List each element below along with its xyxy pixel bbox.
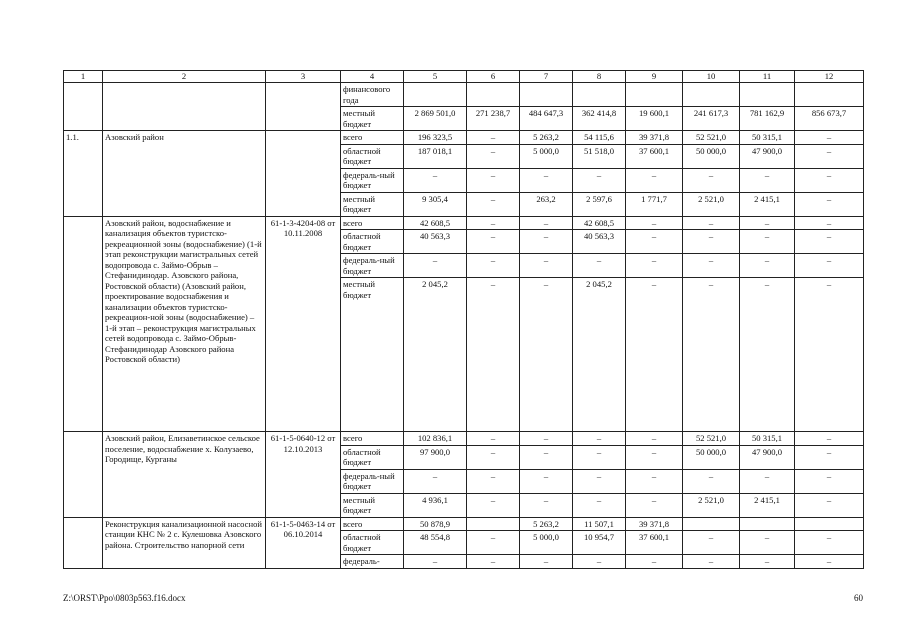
value-cell: – [740,278,795,432]
value-cell: 42 608,5 [573,216,626,230]
value-cell: – [467,254,520,278]
table-row [64,131,864,145]
value-cell [795,517,864,531]
table-row [64,216,864,230]
header-cell: 9 [626,71,683,83]
value-cell: – [626,469,683,493]
value-cell: – [626,278,683,432]
value-cell: – [683,230,740,254]
value-cell: – [626,432,683,446]
value-cell: 47 900,0 [740,144,795,168]
value-cell: 2 521,0 [683,493,740,517]
header-cell: 1 [64,71,103,83]
value-cell: – [740,555,795,569]
value-cell: – [467,432,520,446]
header-cell: 4 [341,71,404,83]
value-cell: – [573,168,626,192]
value-cell: 241 617,3 [683,107,740,131]
value-cell: 856 673,7 [795,107,864,131]
value-cell: 37 600,1 [626,144,683,168]
source-label: всего [341,216,404,230]
source-label: федераль-ный бюджет [341,469,404,493]
value-cell: – [520,469,573,493]
value-cell: 1 771,7 [626,192,683,216]
value-cell: – [520,555,573,569]
value-cell: 5 263,2 [520,131,573,145]
value-cell: – [467,555,520,569]
value-cell: – [573,432,626,446]
value-cell: – [795,254,864,278]
value-cell: – [795,168,864,192]
value-cell: 781 162,9 [740,107,795,131]
source-label: федераль-ный бюджет [341,168,404,192]
source-label: областной бюджет [341,230,404,254]
footer-file-path: Z:\ORST\Ppo\0803p563.f16.docx [63,593,186,603]
source-label: местный бюджет [341,278,404,432]
header-cell: 8 [573,71,626,83]
value-cell: 4 936,1 [404,493,467,517]
value-cell: – [740,254,795,278]
value-cell: – [520,254,573,278]
value-cell: – [520,432,573,446]
value-cell: – [683,216,740,230]
value-cell: – [467,531,520,555]
header-cell: 5 [404,71,467,83]
object-code: 61-1-3-4204-08 от 10.11.2008 [266,216,341,432]
value-cell: 47 900,0 [740,445,795,469]
value-cell: – [626,230,683,254]
value-cell: – [740,216,795,230]
row-number: 1.1. [64,131,103,217]
empty-cell [103,83,266,131]
value-cell [683,517,740,531]
value-cell: 52 521,0 [683,432,740,446]
header-cell: 12 [795,71,864,83]
value-cell: – [573,254,626,278]
value-cell: 2 415,1 [740,192,795,216]
row-number [64,432,103,518]
value-cell: 51 518,0 [573,144,626,168]
value-cell: – [573,469,626,493]
empty-cell [266,83,341,131]
value-cell: – [573,493,626,517]
value-cell: – [520,445,573,469]
value-cell: – [683,168,740,192]
source-label: всего [341,131,404,145]
header-cell: 6 [467,71,520,83]
value-cell: – [795,216,864,230]
object-name: Азовский район, водоснабжение и канализация объектов туристско-рекреационной зоны (водоснабжение) (1-й этап реконструкции магистральных сетей водопровода с. Займо-Обрыв – Стефанидинодар. Азовского района, Ростовской области) (Азовский район, проектирование водоснабжения и канализации объектов туристско-рекреацион-ной зоны (водоснабжение) – 1-й этап – реконструкция магистральных сетей водопровода с. Займо-Обрыв-Стефанидинодар Азовского района Ростовской области) [103,216,266,432]
source-label: финансового года [341,83,404,107]
value-cell: – [795,144,864,168]
value-cell: – [795,469,864,493]
value-cell: – [626,555,683,569]
source-label: областной бюджет [341,144,404,168]
row-number [64,216,103,432]
value-cell: – [795,493,864,517]
object-code [266,131,341,217]
value-cell: – [467,144,520,168]
value-cell [740,517,795,531]
value-cell: – [740,469,795,493]
value-cell: – [404,469,467,493]
value-cell: 271 238,7 [467,107,520,131]
value-cell: – [795,278,864,432]
value-cell: 102 836,1 [404,432,467,446]
value-cell: – [404,555,467,569]
value-cell: 196 323,5 [404,131,467,145]
value-cell: 50 315,1 [740,432,795,446]
value-cell: – [467,469,520,493]
value-cell: 50 000,0 [683,144,740,168]
value-cell: 484 647,3 [520,107,573,131]
value-cell: – [740,168,795,192]
value-cell: – [520,168,573,192]
value-cell: – [520,230,573,254]
value-cell: – [404,168,467,192]
value-cell: 50 315,1 [740,131,795,145]
value-cell: 2 415,1 [740,493,795,517]
value-cell: – [683,278,740,432]
table-row [64,517,864,531]
value-cell: – [795,131,864,145]
value-cell: 50 878,9 [404,517,467,531]
source-label: федераль-ный бюджет [341,254,404,278]
value-cell: 54 115,6 [573,131,626,145]
row-number [64,517,103,568]
value-cell: 5 000,0 [520,531,573,555]
empty-cell [795,83,864,107]
value-cell: 2 045,2 [404,278,467,432]
empty-cell [404,83,467,107]
value-cell: 9 305,4 [404,192,467,216]
value-cell: – [740,531,795,555]
value-cell [467,517,520,531]
value-cell: – [626,445,683,469]
source-label: всего [341,432,404,446]
value-cell: 11 507,1 [573,517,626,531]
value-cell: 50 000,0 [683,445,740,469]
value-cell: – [520,493,573,517]
value-cell: – [683,254,740,278]
header-row [64,71,864,83]
value-cell: – [467,445,520,469]
value-cell: 97 900,0 [404,445,467,469]
value-cell: – [573,445,626,469]
object-name: Азовский район, Елизаветинское сельское поселение, водоснабжение х. Колузаево, Городище, Курганы [103,432,266,518]
value-cell: – [467,493,520,517]
header-cell: 2 [103,71,266,83]
value-cell: – [626,254,683,278]
value-cell: – [626,168,683,192]
value-cell: – [573,555,626,569]
value-cell: – [404,254,467,278]
value-cell: – [795,531,864,555]
value-cell: 362 414,8 [573,107,626,131]
budget-table [63,70,864,569]
value-cell: – [683,555,740,569]
source-label: областной бюджет [341,531,404,555]
source-label: всего [341,517,404,531]
value-cell: – [795,445,864,469]
value-cell: 187 018,1 [404,144,467,168]
value-cell: – [683,531,740,555]
empty-cell [626,83,683,107]
value-cell: 37 600,1 [626,531,683,555]
value-cell: – [795,230,864,254]
empty-cell [64,83,103,131]
value-cell: 52 521,0 [683,131,740,145]
value-cell: – [467,168,520,192]
value-cell: – [626,216,683,230]
value-cell: 40 563,3 [404,230,467,254]
value-cell: – [795,555,864,569]
value-cell: – [467,192,520,216]
value-cell: 2 521,0 [683,192,740,216]
value-cell: 39 371,8 [626,517,683,531]
value-cell: 40 563,3 [573,230,626,254]
value-cell: – [626,493,683,517]
value-cell: 2 597,6 [573,192,626,216]
value-cell: – [520,278,573,432]
value-cell: 5 263,2 [520,517,573,531]
header-cell: 7 [520,71,573,83]
header-cell: 3 [266,71,341,83]
source-label: федераль- [341,555,404,569]
empty-cell [740,83,795,107]
source-label: местный бюджет [341,493,404,517]
source-label: местный бюджет [341,192,404,216]
value-cell: 10 954,7 [573,531,626,555]
footer-page-number: 60 [854,593,863,603]
value-cell: 19 600,1 [626,107,683,131]
header-cell: 10 [683,71,740,83]
value-cell: – [467,278,520,432]
value-cell: – [520,216,573,230]
value-cell: 39 371,8 [626,131,683,145]
table-row [64,432,864,446]
empty-cell [520,83,573,107]
value-cell: 42 608,5 [404,216,467,230]
header-cell: 11 [740,71,795,83]
value-cell: – [467,131,520,145]
empty-cell [573,83,626,107]
source-label: областной бюджет [341,445,404,469]
object-code: 61-1-5-0640-12 от 12.10.2013 [266,432,341,518]
value-cell: 263,2 [520,192,573,216]
empty-cell [683,83,740,107]
source-label: местный бюджет [341,107,404,131]
value-cell: – [795,192,864,216]
value-cell: 2 045,2 [573,278,626,432]
value-cell: 48 554,8 [404,531,467,555]
value-cell: – [467,230,520,254]
object-name: Реконструкция канализационной насосной станции КНС № 2 с. Кулешовка Азовского района. Строительство напорной сети [103,517,266,568]
object-name: Азовский район [103,131,266,217]
empty-cell [467,83,520,107]
value-cell: 5 000,0 [520,144,573,168]
object-code: 61-1-5-0463-14 от 06.10.2014 [266,517,341,568]
value-cell: 2 869 501,0 [404,107,467,131]
value-cell: – [740,230,795,254]
value-cell: – [683,469,740,493]
value-cell: – [795,432,864,446]
table-row [64,83,864,107]
value-cell: – [467,216,520,230]
